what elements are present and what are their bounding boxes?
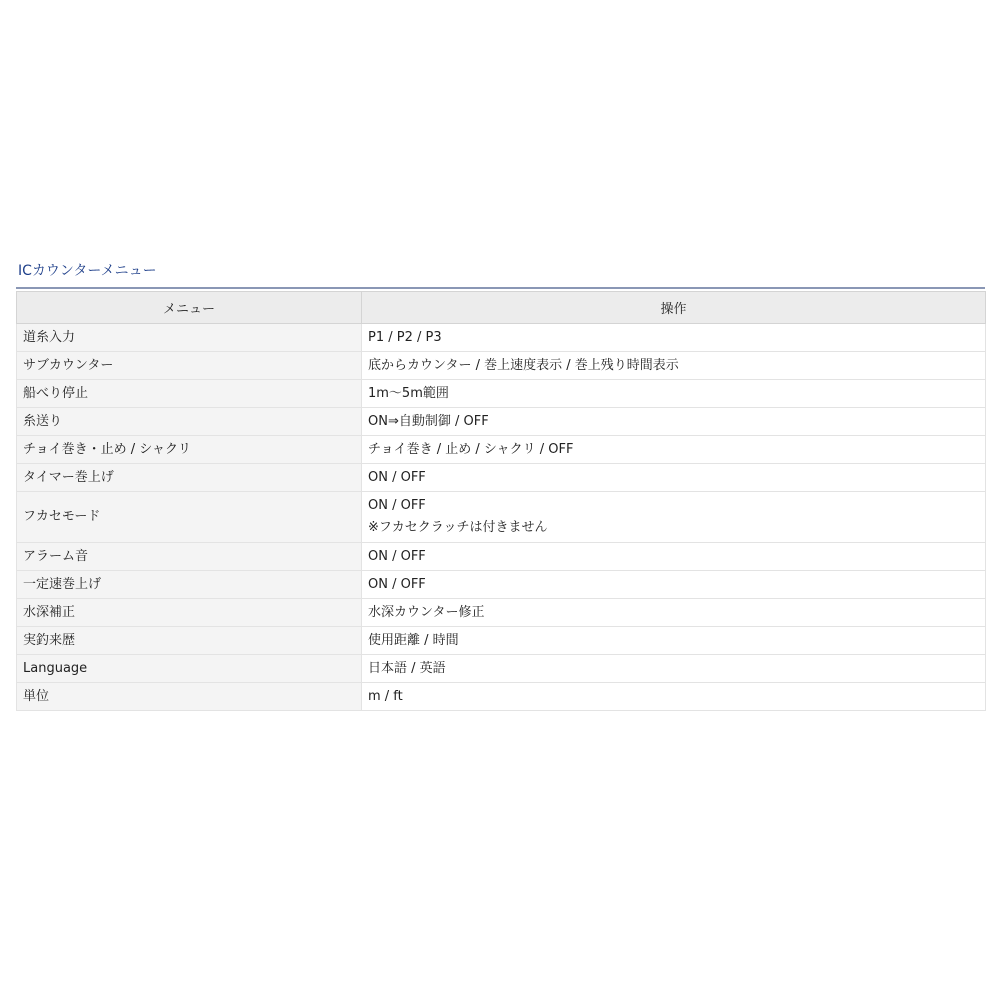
operation-line: ON / OFF [368, 469, 426, 485]
title-divider [16, 287, 985, 289]
operation-cell [362, 324, 986, 352]
table-row [17, 599, 986, 627]
operation-line: ON⇒自動制御 / OFF [368, 413, 489, 429]
operation-line: P1 / P2 / P3 [368, 329, 442, 345]
table-row [17, 683, 986, 711]
table-row [17, 408, 986, 436]
table-header-row [17, 292, 986, 324]
operation-cell [362, 599, 986, 627]
table-row [17, 571, 986, 599]
table-row [17, 436, 986, 464]
table-row [17, 655, 986, 683]
menu-cell: 船べり停止 [17, 380, 362, 408]
operation-cell [362, 627, 986, 655]
table-row [17, 543, 986, 571]
operation-line: 日本語 / 英語 [368, 660, 446, 676]
section-title: ICカウンターメニュー [18, 263, 157, 279]
table-row [17, 352, 986, 380]
menu-cell: 水深補正 [17, 599, 362, 627]
menu-cell: サブカウンター [17, 352, 362, 380]
menu-cell: フカセモード [17, 492, 362, 543]
menu-cell: 道糸入力 [17, 324, 362, 352]
table-row [17, 380, 986, 408]
table-row [17, 464, 986, 492]
operation-line: ※フカセクラッチは付きません [368, 520, 548, 535]
operation-cell [362, 683, 986, 711]
operation-cell [362, 543, 986, 571]
menu-cell: チョイ巻き・止め / シャクリ [17, 436, 362, 464]
menu-cell: Language [17, 655, 362, 683]
operation-cell [362, 436, 986, 464]
table-row [17, 492, 986, 543]
operation-line: チョイ巻き / 止め / シャクリ / OFF [368, 441, 574, 457]
operation-cell [362, 571, 986, 599]
table-row [17, 324, 986, 352]
operation-cell [362, 464, 986, 492]
operation-cell [362, 408, 986, 436]
menu-cell: 糸送り [17, 408, 362, 436]
operation-line: 底からカウンター / 巻上速度表示 / 巻上残り時間表示 [368, 357, 679, 373]
operation-cell [362, 492, 986, 543]
menu-cell: 単位 [17, 683, 362, 711]
menu-cell: アラーム音 [17, 543, 362, 571]
operation-cell [362, 380, 986, 408]
header-menu: メニュー [17, 292, 362, 324]
operation-cell [362, 655, 986, 683]
operation-line: 水深カウンター修正 [368, 604, 485, 620]
operation-line: m / ft [368, 688, 403, 704]
menu-table [16, 291, 986, 711]
table-row [17, 627, 986, 655]
operation-line: ON / OFF [368, 576, 426, 592]
ic-counter-menu-section [16, 262, 985, 711]
operation-line: 使用距離 / 時間 [368, 632, 459, 648]
menu-cell: 一定速巻上げ [17, 571, 362, 599]
operation-line: 1m〜5m範囲 [368, 385, 449, 401]
table-body [17, 324, 986, 711]
operation-line: ON / OFF [368, 548, 426, 564]
header-operation: 操作 [362, 292, 986, 324]
menu-cell: 実釣来歴 [17, 627, 362, 655]
operation-cell [362, 352, 986, 380]
menu-cell: タイマー巻上げ [17, 464, 362, 492]
operation-line: ON / OFF [368, 498, 426, 513]
